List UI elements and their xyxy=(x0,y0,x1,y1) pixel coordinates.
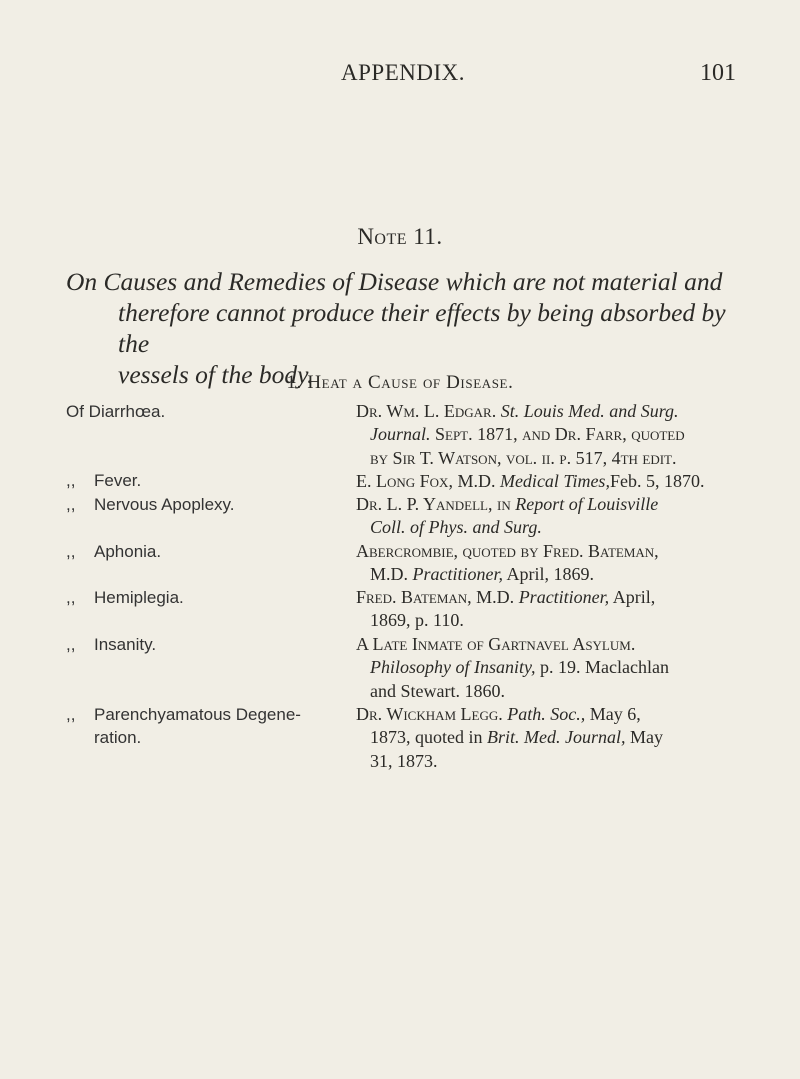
section-heading: 1. Heat a Cause of Disease. xyxy=(286,372,514,393)
subject-label: ration. xyxy=(94,728,142,747)
subject-label: Aphonia. xyxy=(94,542,162,561)
reference-author: Dr. Wm. L. Edgar. xyxy=(356,401,497,421)
ditto-mark: ,, xyxy=(66,495,76,514)
subject-item xyxy=(66,495,234,515)
reference-detail: 1873, quoted in xyxy=(370,727,483,748)
reference-author: Abercrombie, quoted by Fred. Bateman, xyxy=(356,541,659,561)
reference-detail: 1869, p. 110. xyxy=(370,610,464,631)
ditto-mark: ,, xyxy=(66,471,76,490)
page-number: 101 xyxy=(700,60,736,86)
subject-label: Diarrhœa. xyxy=(88,402,166,421)
reference-entry xyxy=(356,400,740,470)
reference-detail: May xyxy=(629,727,663,748)
subject-item xyxy=(66,471,141,491)
subject-label: Fever. xyxy=(94,471,142,490)
reference-journal: Practitioner, xyxy=(412,564,504,585)
subject-item xyxy=(66,542,161,562)
subject-item-continuation xyxy=(94,728,141,748)
reference-journal: Path. Soc., xyxy=(507,704,586,724)
reference-detail: April, 1869. xyxy=(506,564,595,585)
reference-detail: Feb. 5, 1870. xyxy=(609,471,705,491)
subject-item xyxy=(66,402,165,422)
reference-detail: Sept. 1871, and Dr. Farr, quoted xyxy=(435,424,685,445)
reference-entry xyxy=(356,540,740,587)
reference-entry xyxy=(356,586,740,633)
reference-detail: April, xyxy=(612,587,656,607)
subject-label: Hemiplegia. xyxy=(94,588,184,607)
reference-journal: Practitioner, xyxy=(518,587,610,607)
subject-prefix: Of xyxy=(66,402,89,421)
ditto-mark: ,, xyxy=(66,705,76,724)
reference-detail: 31, 1873. xyxy=(370,750,438,771)
reference-detail: May 6, xyxy=(589,704,641,724)
title-line-1: On Causes and Remedies of Disease which are not material and xyxy=(66,267,723,296)
reference-author: A Late Inmate of Gartnavel Asylum. xyxy=(356,634,636,654)
reference-journal: Report of Louisville xyxy=(515,494,659,514)
reference-detail: and Stewart. 1860. xyxy=(370,680,505,701)
reference-author: Dr. Wickham Legg. xyxy=(356,704,503,724)
reference-journal: Brit. Med. Journal, xyxy=(487,727,626,748)
reference-entry xyxy=(356,470,740,493)
reference-journal: Coll. of Phys. and Surg. xyxy=(370,517,542,538)
subject-label: Parenchyamatous Degene- xyxy=(94,705,301,724)
title-line-2: therefore cannot produce their effects by being absorbed by the xyxy=(118,298,726,358)
reference-journal: Journal. xyxy=(370,424,431,445)
ditto-mark: ,, xyxy=(66,588,76,607)
subject-label: Nervous Apoplexy. xyxy=(94,495,235,514)
reference-journal: St. Louis Med. and Surg. xyxy=(500,401,679,421)
reference-detail: M.D. xyxy=(370,564,409,585)
reference-detail: p. 19. Maclachlan xyxy=(540,657,669,678)
reference-entry xyxy=(356,633,740,703)
reference-journal: Medical Times, xyxy=(499,471,610,491)
title-line-3: vessels of the body. xyxy=(118,360,314,389)
reference-author: Dr. L. P. Yandell, in xyxy=(356,494,511,514)
reference-entry xyxy=(356,493,740,540)
ditto-mark: ,, xyxy=(66,542,76,561)
reference-author: Fred. Bateman, M.D. xyxy=(356,587,515,607)
subject-item xyxy=(66,635,156,655)
reference-journal: Philosophy of Insanity, xyxy=(370,657,536,678)
ditto-mark: ,, xyxy=(66,635,76,654)
subject-item xyxy=(66,588,184,608)
reference-entry xyxy=(356,703,740,773)
subject-item xyxy=(66,705,301,725)
running-head: APPENDIX. xyxy=(341,60,465,85)
reference-detail: by Sir T. Watson, vol. ii. p. 517, 4th edit. xyxy=(370,447,677,468)
subject-label: Insanity. xyxy=(94,635,157,654)
reference-author: E. Long Fox, M.D. xyxy=(356,471,496,491)
note-heading: Note 11. xyxy=(357,224,443,249)
